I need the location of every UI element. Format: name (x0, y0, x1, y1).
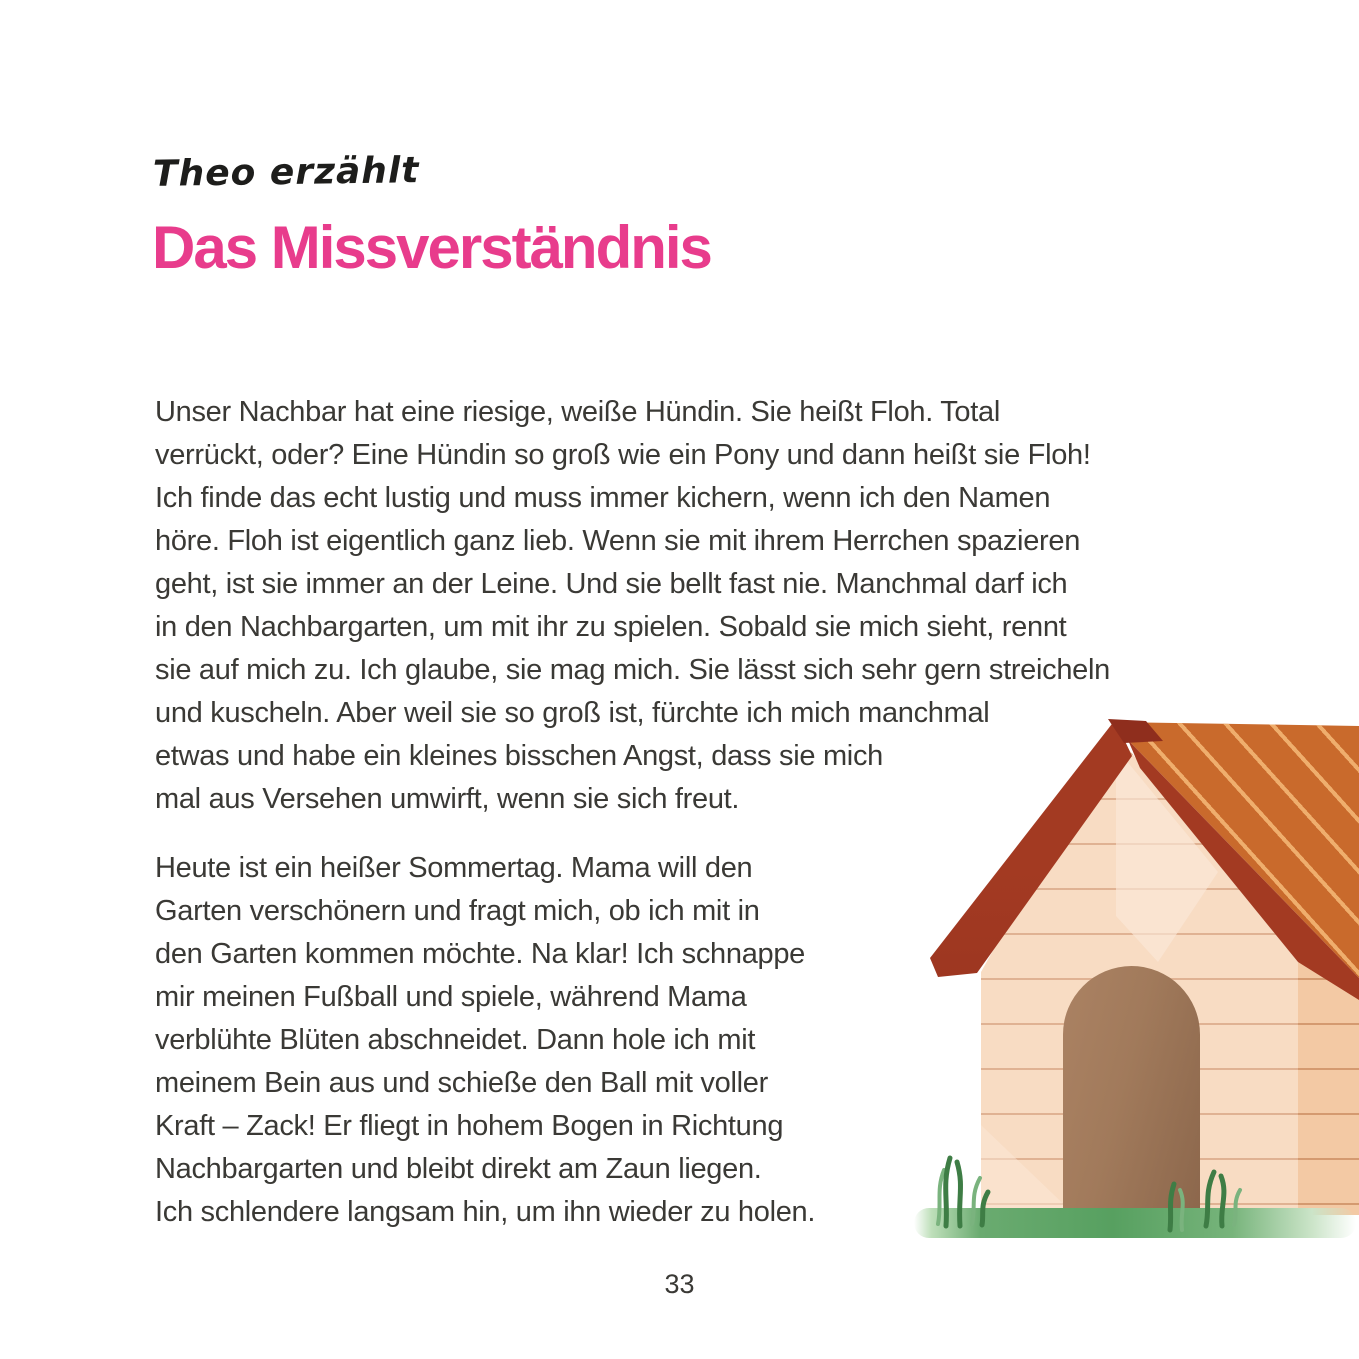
text-line: Ich finde das echt lustig und muss immer kichern, wenn ich den Namen (155, 482, 1051, 514)
text-line: mal aus Versehen umwirft, wenn sie sich freut. (155, 783, 740, 815)
text-line: Garten verschönern und fragt mich, ob ich mit in (155, 895, 760, 927)
text-line: höre. Floh ist eigentlich ganz lieb. Wenn sie mit ihrem Herrchen spazieren (155, 525, 1081, 557)
page-title: Das Missverständnis (152, 214, 711, 281)
text-line: etwas und habe ein kleines bisschen Angst, dass sie mich (155, 740, 883, 772)
text-line: und kuscheln. Aber weil sie so groß ist, fürchte ich mich manchmal (155, 697, 990, 729)
text-line: Ich schlendere langsam hin, um ihn wieder zu holen. (155, 1196, 816, 1228)
page-number: 33 (664, 1269, 695, 1299)
text-line: verrückt, oder? Eine Hündin so groß wie ein Pony und dann heißt sie Floh! (155, 439, 1091, 471)
section-kicker: Theo erzählt (152, 150, 420, 195)
text-line: Unser Nachbar hat eine riesige, weiße Hündin. Sie heißt Floh. Total (155, 396, 1000, 428)
text-line: verblühte Blüten abschneidet. Dann hole ich mit (155, 1024, 756, 1056)
text-line: geht, ist sie immer an der Leine. Und sie bellt fast nie. Manchmal darf ich (155, 568, 1068, 600)
text-line: Nachbargarten und bleibt direkt am Zaun liegen. (155, 1153, 762, 1185)
text-line: mir meinen Fußball und spiele, während Mama (155, 981, 747, 1013)
text-line: sie auf mich zu. Ich glaube, sie mag mich. Sie lässt sich sehr gern streicheln (155, 654, 1110, 686)
dog-house-illustration (920, 710, 1359, 1245)
text-line: den Garten kommen möchte. Na klar! Ich schnappe (155, 938, 806, 970)
text-line: Heute ist ein heißer Sommertag. Mama will den (155, 852, 753, 884)
grass-tuft-left (930, 1148, 996, 1228)
text-line: in den Nachbargarten, um mit ihr zu spielen. Sobald sie mich sieht, rennt (155, 611, 1067, 643)
grass-tuft-right (1196, 1162, 1246, 1228)
text-line: meinem Bein aus und schieße den Ball mit voller (155, 1067, 768, 1099)
text-line: Kraft – Zack! Er fliegt in hohem Bogen in Richtung (155, 1110, 784, 1142)
